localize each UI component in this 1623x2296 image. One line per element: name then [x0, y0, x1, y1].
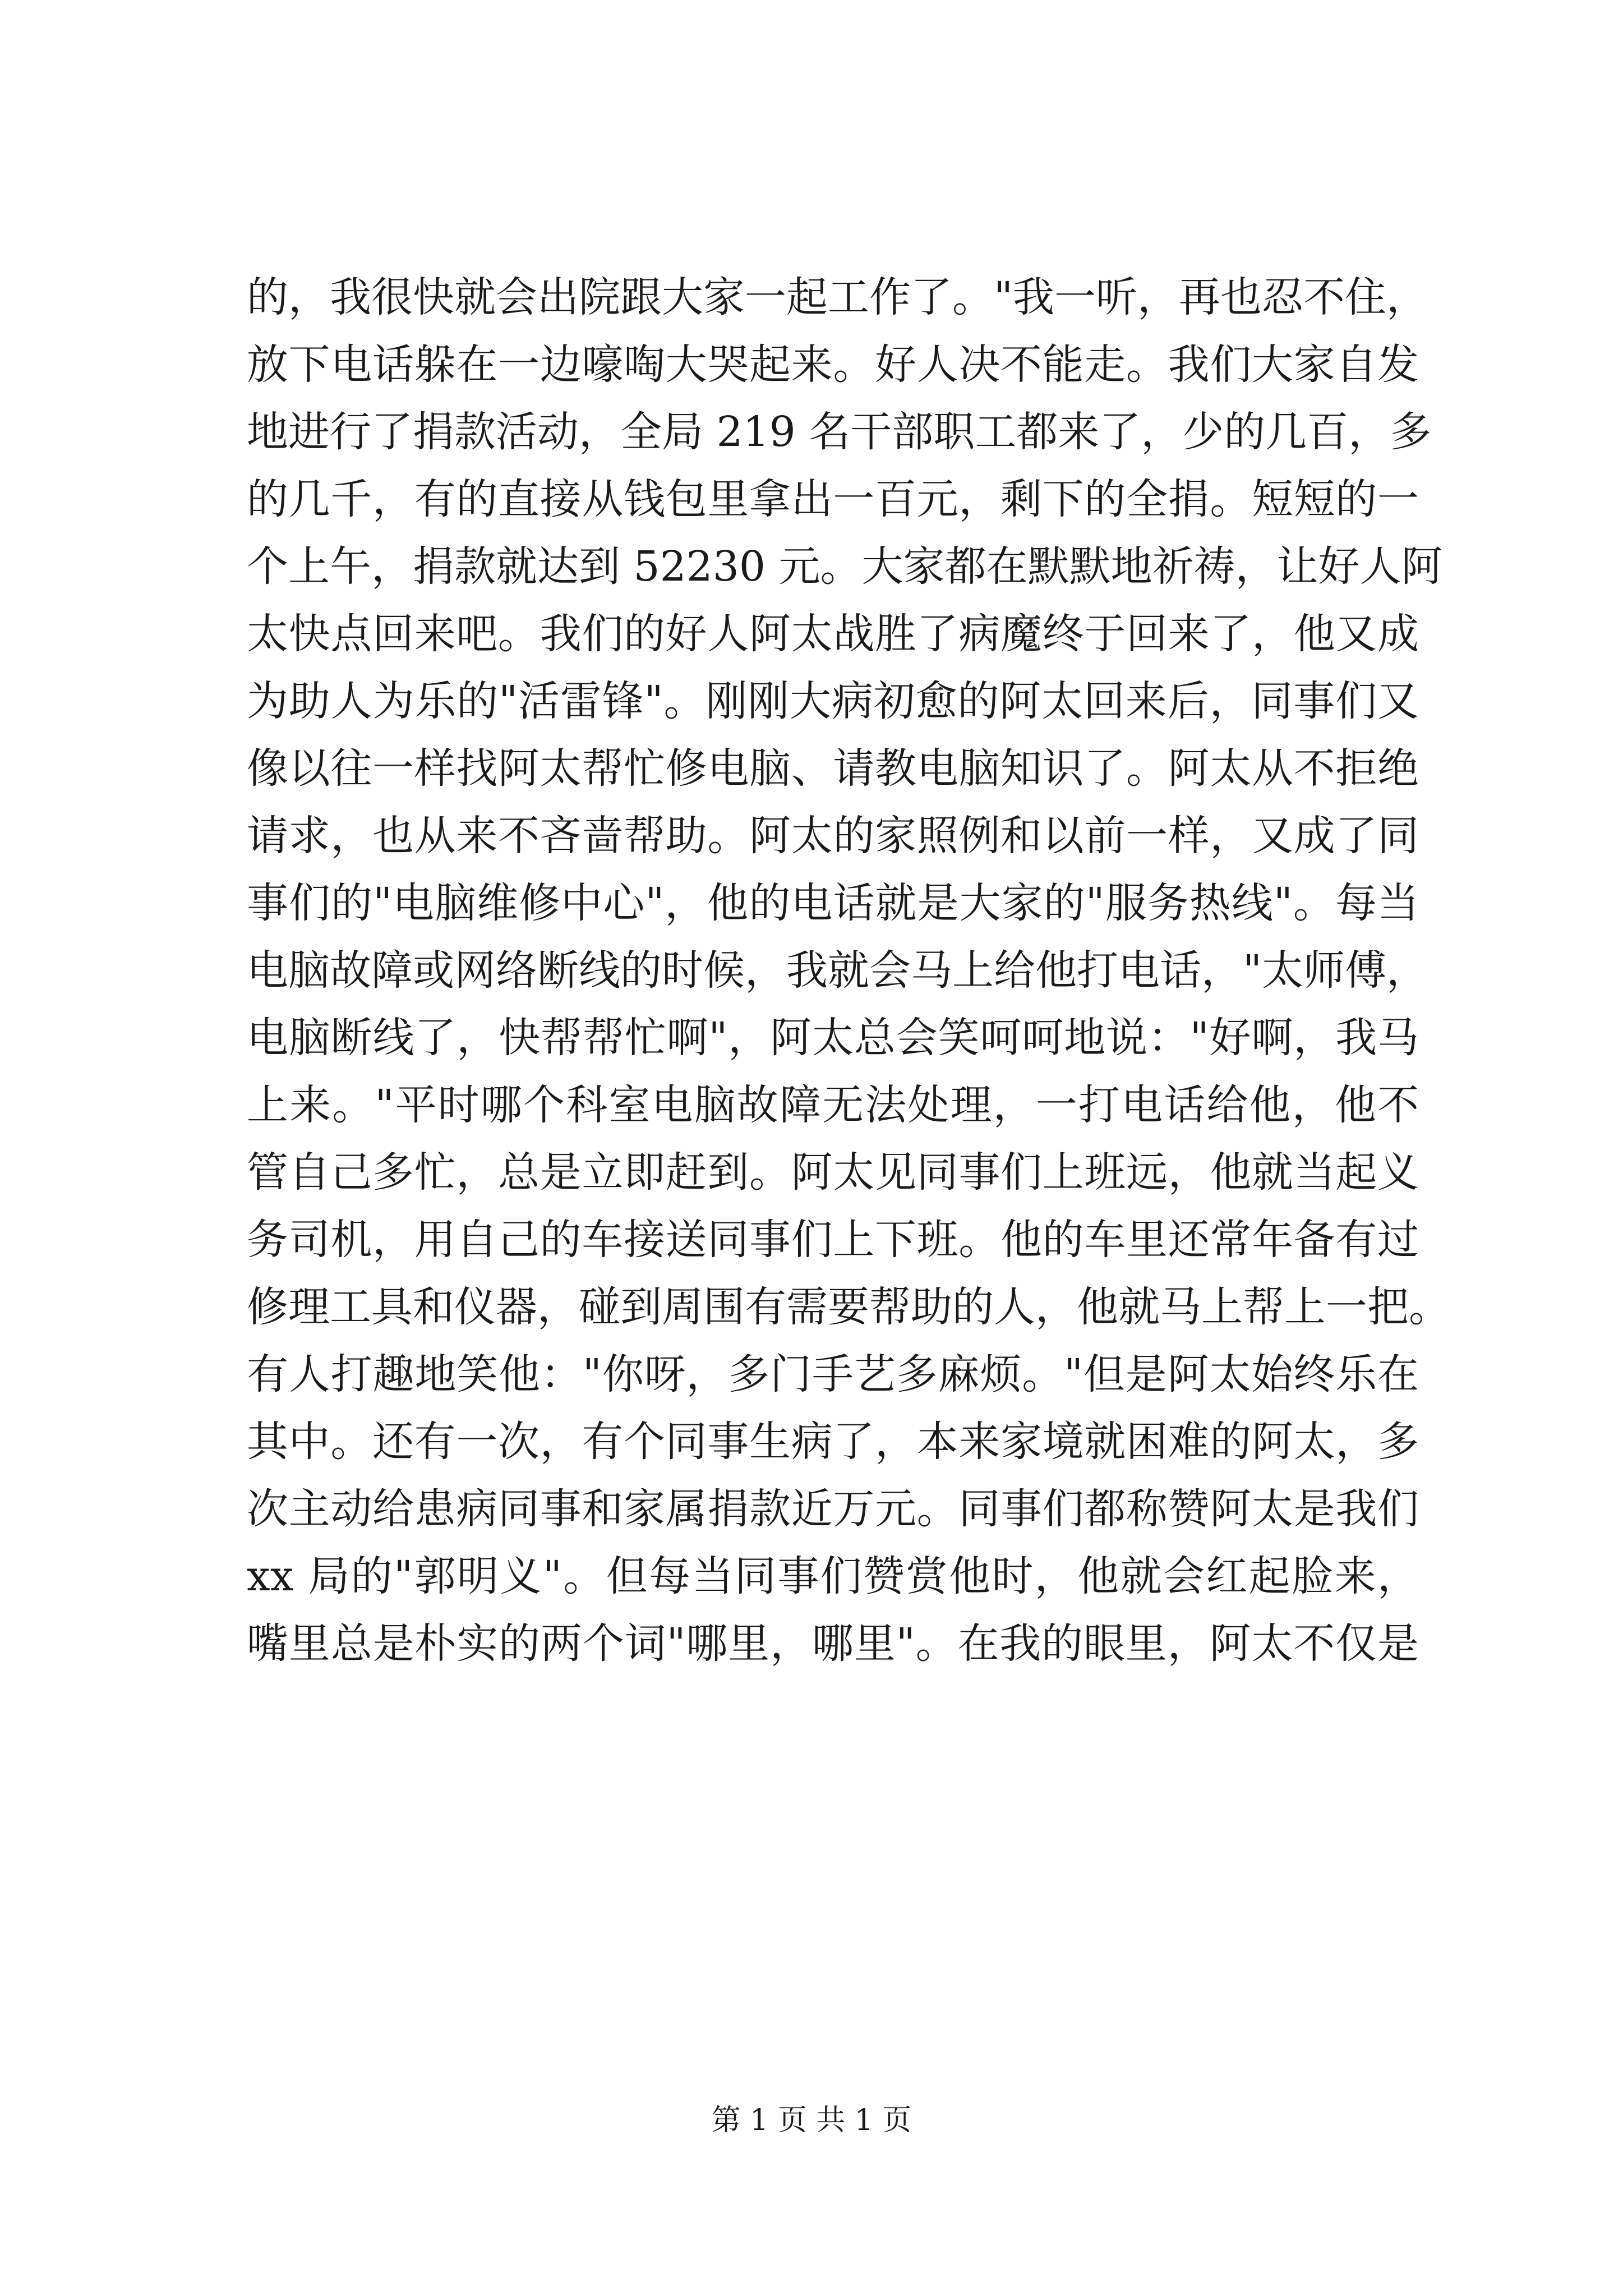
text-line: 电脑故障或网络断线的时候，我就会马上给他打电话，"太师傅， — [247, 946, 1428, 995]
text-line: 个上午，捐款就达到 52230 元。大家都在默默地祈祷，让好人阿 — [247, 542, 1443, 591]
text-line: 上来。"平时哪个科室电脑故障无法处理，一打电话给他，他不 — [247, 1081, 1419, 1129]
text-line: 请求，也从来不吝啬帮助。阿太的家照例和以前一样，又成了同 — [247, 812, 1419, 860]
text-line: 务司机，用自己的车接送同事们上下班。他的车里还常年备有过 — [247, 1216, 1419, 1264]
text-line: 放下电话躲在一边嚎啕大哭起来。好人决不能走。我们大家自发 — [247, 341, 1419, 389]
page-footer — [0, 2101, 1623, 2140]
text-line: 像以往一样找阿太帮忙修电脑、请教电脑知识了。阿太从不拒绝 — [247, 744, 1419, 793]
text-line: 次主动给患病同事和家属捐款近万元。同事们都称赞阿太是我们 — [247, 1485, 1419, 1533]
text-line: 太快点回来吧。我们的好人阿太战胜了病魔终于回来了，他又成 — [247, 610, 1419, 658]
text-line: 电脑断线了，快帮帮忙啊"，阿太总会笑呵呵地说："好啊，我马 — [247, 1014, 1419, 1062]
text-line: 嘴里总是朴实的两个词"哪里，哪里"。在我的眼里，阿太不仅是 — [247, 1619, 1419, 1668]
page-number-label: 第 1 页 共 1 页 — [711, 2104, 912, 2137]
text-line: xx 局的"郭明义"。但每当同事们赞赏他时，他就会红起脸来， — [247, 1552, 1419, 1600]
text-line: 的几千，有的直接从钱包里拿出一百元，剩下的全捐。短短的一 — [247, 475, 1419, 523]
body-text — [247, 264, 1450, 1677]
text-line: 有人打趣地笑他："你呀，多门手艺多麻烦。"但是阿太始终乐在 — [247, 1350, 1419, 1398]
text-line: 为助人为乐的"活雷锋"。刚刚大病初愈的阿太回来后，同事们又 — [247, 677, 1419, 725]
text-line: 管自己多忙，总是立即赶到。阿太见同事们上班远，他就当起义 — [247, 1148, 1419, 1197]
text-line: 地进行了捐款活动，全局 219 名干部职工都来了，少的几百，多 — [247, 408, 1432, 456]
text-line: 的，我很快就会出院跟大家一起工作了。"我一听，再也忍不住， — [247, 273, 1428, 321]
text-line: 其中。还有一次，有个同事生病了，本来家境就困难的阿太，多 — [247, 1418, 1419, 1466]
text-line: 事们的"电脑维修中心"，他的电话就是大家的"服务热线"。每当 — [247, 879, 1419, 927]
text-line: 修理工具和仪器，碰到周围有需要帮助的人，他就马上帮上一把。 — [247, 1283, 1450, 1331]
